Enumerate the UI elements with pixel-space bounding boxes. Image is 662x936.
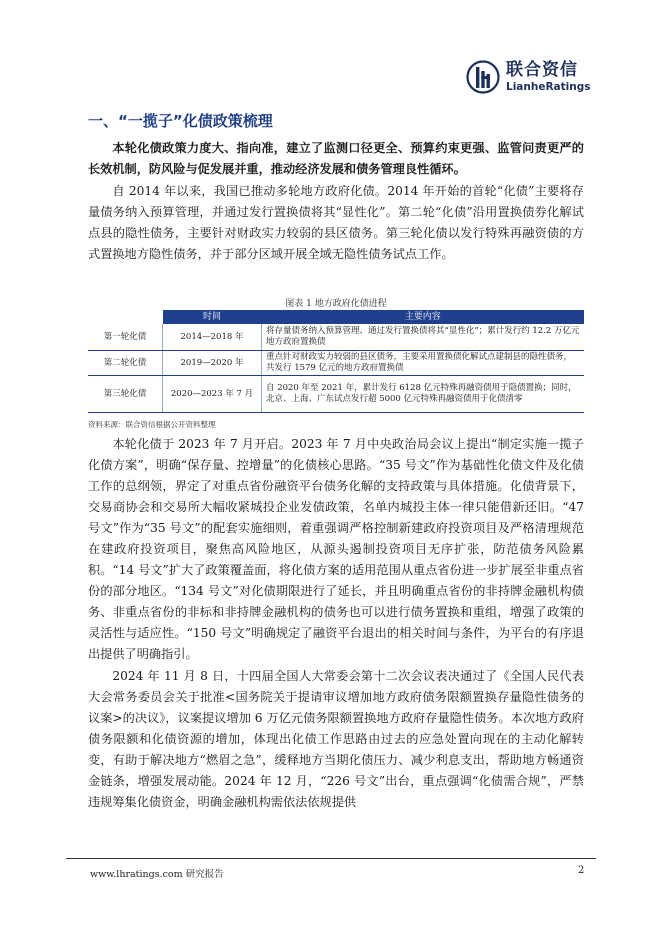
table-row bbox=[88, 324, 584, 351]
lianhe-logo-icon bbox=[466, 60, 500, 94]
policy-paragraph: 本轮化债于 2023 年 7 月开启。2023 年 7 月中央政治局会议上提出“制定实施一揽子化债方案”，明确“保存量、控增量”的化债核心思路。“35 号文”作为基础性化债文件及化债工作的总纲领，界定了对重点省份融资平台债务化解的支持政策与具体措施。化债背景下，交易商协会和交易所大幅收紧城投企业发债政策，名单内城投主体一律只能借新还旧。“47 号文”作为“35 号文”的配套实施细则，着重强调严格控制新建政府投资项目及严格清理规范在建政府投资项目，聚焦高风险地区，从源头遏制投资项目无序扩张，防范债务风险累积。“14 号文”扩大了政策覆盖面，将化债方案的适用范围从重点省份进一步扩展至非重点省份的部分地区。“134 号文”对化债期限进行了延长，并且明确重点省份的非持牌金融机构债务、非重点省份的非标和非持牌金融机构的债务也可以进行债务置换和重组，增强了政策的灵活性与适应性。“150 号文”明确规定了融资平台退出的相关时间与条件，为平台的有序退出提供了明确指引。 bbox=[88, 437, 584, 661]
footer-divider bbox=[66, 858, 596, 859]
intro-block bbox=[88, 138, 584, 265]
table-row bbox=[88, 376, 584, 413]
round-period: 2014—2018 年 bbox=[163, 324, 262, 351]
brand-name-en: LianheRatings bbox=[506, 80, 591, 93]
section-title: 一、“一揽子”化债政策梳理 bbox=[88, 112, 273, 130]
round-name: 第一轮化债 bbox=[88, 324, 163, 351]
table-header-content: 主要内容 bbox=[262, 310, 585, 324]
summary-paragraph: 本轮化债政策力度大、指向准，建立了监测口径更全、预算约束更强、监管问责更严的长效机制，防风险与促发展并重，推动经济发展和债务管理良性循环。 bbox=[88, 141, 584, 176]
table-header-blank bbox=[88, 310, 163, 324]
round-content: 重点针对财政实力较弱的县区债务，主要采用置换债化解试点建制县的隐性债务，共发行 1579 亿元的地方政府置换债 bbox=[262, 351, 585, 376]
table-source: 资料来源：联合资信根据公开资料整理 bbox=[88, 420, 216, 429]
table-row bbox=[88, 351, 584, 376]
round-period: 2019—2020 年 bbox=[163, 351, 262, 376]
history-paragraph: 自 2014 年以来，我国已推动多轮地方政府化债。2014 年开始的首轮“化债”主要将存量债务纳入预算管理，并通过发行置换债将其“显性化”。第二轮“化债”沿用置换债券化解试点县的隐性债务，主要针对财政实力较弱的县区债务。第三轮化债以发行特殊再融资债的方式置换地方隐性债务，并于部分区域开展全域无隐性债务试点工作。 bbox=[88, 184, 584, 261]
brand-logo bbox=[466, 60, 590, 94]
debt-resolution-table bbox=[88, 310, 584, 413]
page-number: 2 bbox=[578, 865, 585, 876]
round-name: 第三轮化债 bbox=[88, 376, 163, 413]
table-header-period: 时间 bbox=[163, 310, 262, 324]
round-content: 将存量债务纳入预算管理、通过发行置换债将其“显性化”；累计发行约 12.2 万亿元地方政府置换债 bbox=[262, 324, 585, 351]
npc-paragraph: 2024 年 11 月 8 日，十四届全国人大常委会第十二次会议表决通过了《全国人民代表大会常务委员会关于批准<国务院关于提请审议增加地方政府债务限额置换存量隐性债务的议案>的决议》，议案提议增加 6 万亿元债务限额置换地方政府存量隐性债务。本次地方政府债务限额和化债资源的增加，体现出化债工作思路由过去的应急处置向现在的主动化解转变，有助于解决地方“燃眉之急”，缓释地方当期化债压力、减少利息支出，帮助地方畅通资金链条，增强发展动能。2024 年 12 月，“226 号文”出台，重点强调“化债需合规”，严禁违规筹集化债资金，明确金融机构需依法依规提供 bbox=[88, 669, 584, 809]
table-caption: 图表 1 地方政府化债进程 bbox=[285, 299, 387, 309]
footer-site: www.lhratings.com 研究报告 bbox=[90, 869, 224, 880]
round-name: 第二轮化债 bbox=[88, 351, 163, 376]
round-period: 2020—2023 年 7 月 bbox=[163, 376, 262, 413]
brand-name-cn: 联合资信 bbox=[506, 59, 578, 80]
round-content: 自 2020 年至 2021 年，累计发行 6128 亿元特殊再融资债用于隐债置换；同时，北京、上海、广东试点发行超 5000 亿元特殊再融资债用于化债清零 bbox=[262, 376, 585, 413]
table-header-row bbox=[88, 310, 584, 324]
body-block bbox=[88, 434, 584, 813]
